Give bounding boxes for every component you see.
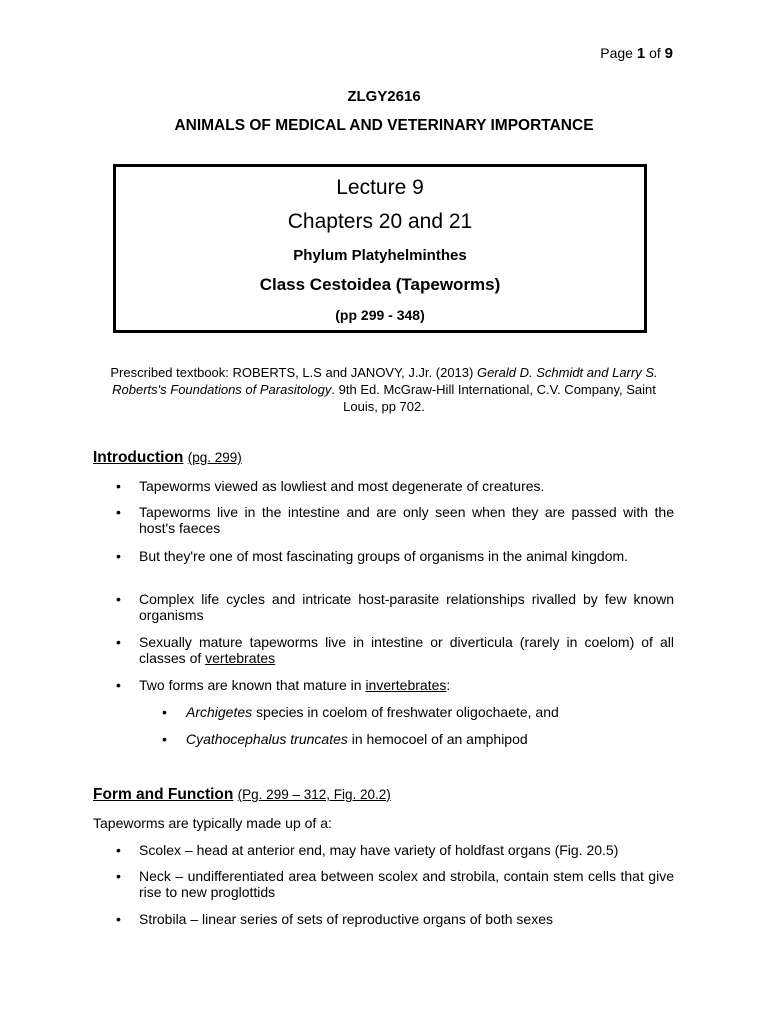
- list-item: • Neck – undifferentiated area between scolex and strobila, contain stem cells that give rise to new proglottids: [116, 868, 674, 900]
- course-title: ANIMALS OF MEDICAL AND VETERINARY IMPORTANCE: [174, 117, 594, 134]
- introduction-heading: Introduction (pg. 299): [93, 449, 242, 466]
- list-item: • But they're one of most fascinating groups of organisms in the animal kingdom.: [116, 548, 629, 564]
- lecture-chapters: Chapters 20 and 21: [287, 210, 473, 233]
- lecture-phylum: Phylum Platyhelminthes: [293, 247, 467, 264]
- lecture-class: Class Cestoidea (Tapeworms): [259, 275, 501, 294]
- textbook-reference: Prescribed textbook: ROBERTS, L.S and JANOVY, J.Jr. (2013) Gerald D. Schmidt and Larry S. Roberts's Foundations of Parasitology. 9th Ed. McGraw-Hill International, C.V. Company, Saint Louis, pp 702.: [110, 365, 658, 414]
- list-item: • Two forms are known that mature in invertebrates:: [116, 677, 451, 693]
- list-item: • Complex life cycles and intricate host-parasite relationships rivalled by few known organisms: [116, 591, 674, 623]
- list-item: • Tapeworms viewed as lowliest and most degenerate of creatures.: [116, 478, 545, 494]
- form-function-intro: Tapeworms are typically made up of a:: [93, 815, 332, 831]
- course-code: ZLGY2616: [347, 88, 421, 105]
- list-item: • Strobila – linear series of sets of reproductive organs of both sexes: [116, 911, 553, 927]
- lecture-number: Lecture 9: [336, 176, 424, 199]
- lecture-pages: (pp 299 - 348): [335, 307, 425, 323]
- list-item: • Sexually mature tapeworms live in intestine or diverticula (rarely in coelom) of all classes of vertebrates: [116, 634, 674, 666]
- sub-list-item: • Archigetes species in coelom of freshwater oligochaete, and: [162, 704, 559, 720]
- page-number: Page 1 of 9: [600, 45, 673, 62]
- lecture-box: [113, 164, 647, 333]
- sub-list-item: • Cyathocephalus truncates in hemocoel of an amphipod: [162, 731, 528, 747]
- form-function-heading: Form and Function (Pg. 299 – 312, Fig. 20.2): [93, 786, 391, 803]
- list-item: • Tapeworms live in the intestine and are only seen when they are passed with the host's faeces: [116, 504, 674, 536]
- list-item: • Scolex – head at anterior end, may have variety of holdfast organs (Fig. 20.5): [116, 842, 619, 858]
